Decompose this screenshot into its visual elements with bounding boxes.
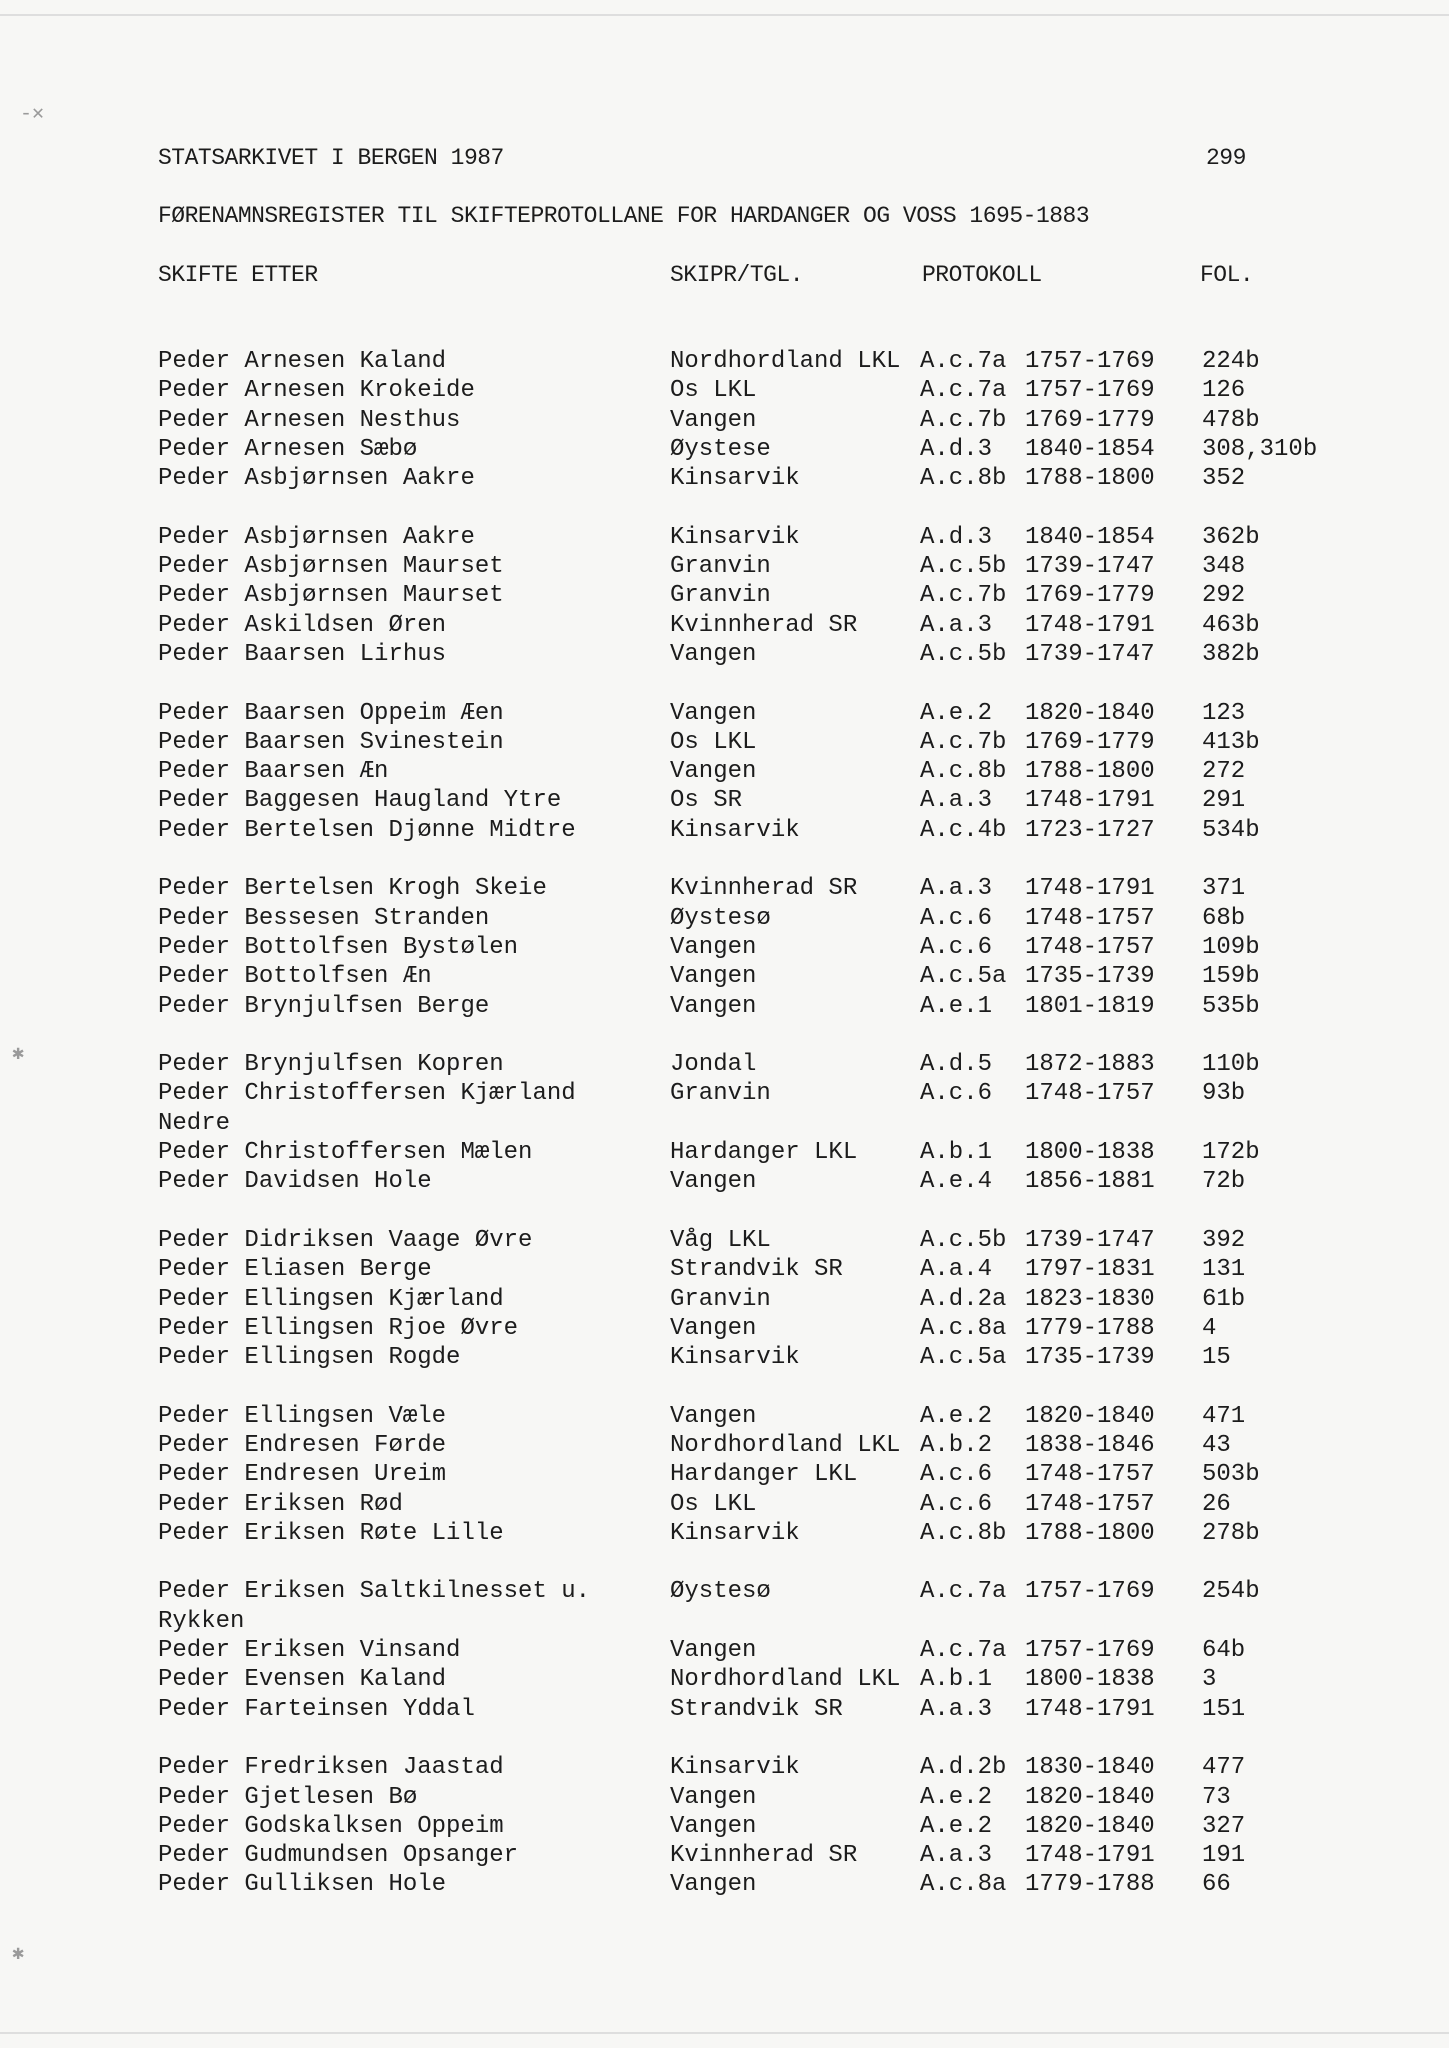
entry-name: Peder Brynjulfsen Berge xyxy=(158,992,490,1020)
entry-skipr: Os LKL xyxy=(670,728,757,756)
entry-skipr: Granvin xyxy=(670,1080,771,1108)
entry-skipr: Vangen xyxy=(670,1871,757,1899)
entry-protokoll: A.c.5b xyxy=(920,640,1007,668)
entry-name: Peder Eliasen Berge xyxy=(158,1256,432,1284)
register-row xyxy=(0,612,1449,641)
entry-protokoll: A.b.1 xyxy=(920,1139,993,1167)
entry-fol: 26 xyxy=(1202,1490,1231,1518)
entry-protokoll: A.c.5b xyxy=(920,1226,1007,1254)
entry-fol: 278b xyxy=(1202,1519,1260,1547)
entry-name: Peder Baarsen Svinestein xyxy=(158,728,504,756)
entry-protokoll: A.c.5a xyxy=(920,1344,1007,1372)
entry-name: Peder Ellingsen Væle xyxy=(158,1402,447,1430)
entry-skipr: Jondal xyxy=(670,1051,757,1079)
entry-protokoll: A.e.4 xyxy=(920,1168,993,1196)
entry-fol: 109b xyxy=(1202,933,1260,961)
entry-years: 1788-1800 xyxy=(1025,465,1155,493)
entry-fol: 471 xyxy=(1202,1402,1246,1430)
entry-skipr: Vangen xyxy=(670,1637,757,1665)
entry-name: Rykken xyxy=(158,1607,245,1635)
entry-fol: 61b xyxy=(1202,1285,1246,1313)
entry-years: 1769-1779 xyxy=(1025,582,1155,610)
entry-years: 1748-1791 xyxy=(1025,611,1155,639)
entry-name: Peder Eriksen Vinsand xyxy=(158,1637,461,1665)
entry-skipr: Vangen xyxy=(670,1402,757,1430)
entry-years: 1723-1727 xyxy=(1025,816,1155,844)
entry-skipr: Kinsarvik xyxy=(670,523,800,551)
entry-years: 1801-1819 xyxy=(1025,992,1155,1020)
entry-protokoll: A.a.4 xyxy=(920,1256,993,1284)
scan-mark: -✕ xyxy=(20,103,45,126)
entry-name: Peder Eriksen Røte Lille xyxy=(158,1519,504,1547)
entry-years: 1820-1840 xyxy=(1025,1812,1155,1840)
entry-name: Peder Asbjørnsen Maurset xyxy=(158,553,504,581)
entry-protokoll: A.c.6 xyxy=(920,1461,993,1489)
entry-years: 1779-1788 xyxy=(1025,1871,1155,1899)
entry-protokoll: A.c.7a xyxy=(920,1578,1007,1606)
entry-protokoll: A.e.2 xyxy=(920,1783,993,1811)
entry-name: Peder Gjetlesen Bø xyxy=(158,1783,418,1811)
register-row xyxy=(0,787,1449,816)
entry-fol: 477 xyxy=(1202,1754,1246,1782)
entry-name: Peder Davidsen Hole xyxy=(158,1168,432,1196)
entry-years: 1735-1739 xyxy=(1025,1344,1155,1372)
entry-name: Peder Bottolfsen Bystølen xyxy=(158,933,519,961)
entry-protokoll: A.d.3 xyxy=(920,523,993,551)
entry-skipr: Våg LKL xyxy=(670,1226,771,1254)
entry-name: Nedre xyxy=(158,1109,231,1137)
register-row xyxy=(0,700,1449,729)
entry-skipr: Vangen xyxy=(670,1812,757,1840)
register-row xyxy=(0,1578,1449,1607)
entry-name: Peder Asbjørnsen Aakre xyxy=(158,523,475,551)
entry-years: 1820-1840 xyxy=(1025,1783,1155,1811)
entry-fol: 93b xyxy=(1202,1080,1246,1108)
entry-years: 1788-1800 xyxy=(1025,1519,1155,1547)
entry-name: Peder Bertelsen Krogh Skeie xyxy=(158,875,547,903)
entry-skipr: Kvinnherad SR xyxy=(670,875,858,903)
entry-skipr: Nordhordland LKL xyxy=(670,1431,901,1459)
entry-protokoll: A.c.6 xyxy=(920,1490,993,1518)
entry-protokoll: A.c.7a xyxy=(920,348,1007,375)
entry-skipr: Granvin xyxy=(670,582,771,610)
entry-skipr: Hardanger LKL xyxy=(670,1139,858,1167)
entry-name: Peder Baarsen Oppeim Æen xyxy=(158,699,504,727)
entry-name: Peder Gudmundsen Opsanger xyxy=(158,1842,519,1870)
entry-skipr: Strandvik SR xyxy=(670,1695,843,1723)
register-row xyxy=(0,1813,1449,1842)
entry-protokoll: A.c.7a xyxy=(920,377,1007,405)
entry-skipr: Strandvik SR xyxy=(670,1256,843,1284)
entry-fol: 327 xyxy=(1202,1812,1246,1840)
entry-years: 1748-1757 xyxy=(1025,933,1155,961)
register-row xyxy=(0,1168,1449,1197)
entry-years: 1800-1838 xyxy=(1025,1139,1155,1167)
entry-skipr: Os LKL xyxy=(670,1490,757,1518)
entry-years: 1757-1769 xyxy=(1025,348,1155,375)
register-row xyxy=(0,377,1449,406)
column-header-protokoll: PROTOKOLL xyxy=(922,262,1042,288)
entry-protokoll: A.e.2 xyxy=(920,1402,993,1430)
entry-years: 1748-1791 xyxy=(1025,875,1155,903)
entry-name: Peder Bessesen Stranden xyxy=(158,904,490,932)
entry-fol: 352 xyxy=(1202,465,1246,493)
entry-years: 1748-1757 xyxy=(1025,904,1155,932)
entry-protokoll: A.c.4b xyxy=(920,816,1007,844)
entry-fol: 64b xyxy=(1202,1637,1246,1665)
entry-years: 1757-1769 xyxy=(1025,377,1155,405)
entry-skipr: Kinsarvik xyxy=(670,1519,800,1547)
register-row xyxy=(0,1256,1449,1285)
entry-protokoll: A.e.2 xyxy=(920,1812,993,1840)
register-row xyxy=(0,1461,1449,1490)
entry-skipr: Vangen xyxy=(670,963,757,991)
entry-name: Peder Arnesen Kaland xyxy=(158,348,447,375)
entry-skipr: Øystesø xyxy=(670,904,771,932)
entry-protokoll: A.c.7b xyxy=(920,728,1007,756)
entry-years: 1739-1747 xyxy=(1025,553,1155,581)
entry-name: Peder Gulliksen Hole xyxy=(158,1871,447,1899)
entry-fol: 371 xyxy=(1202,875,1246,903)
register-row xyxy=(0,1051,1449,1080)
register-row xyxy=(0,1754,1449,1783)
entry-years: 1840-1854 xyxy=(1025,435,1155,463)
entry-skipr: Kinsarvik xyxy=(670,465,800,493)
entry-name: Peder Ellingsen Kjærland xyxy=(158,1285,504,1313)
entry-fol: 68b xyxy=(1202,904,1246,932)
entry-fol: 15 xyxy=(1202,1344,1231,1372)
register-row xyxy=(0,553,1449,582)
entry-name: Peder Christoffersen Mælen xyxy=(158,1139,533,1167)
entry-name: Peder Fredriksen Jaastad xyxy=(158,1754,504,1782)
entry-fol: 534b xyxy=(1202,816,1260,844)
register-row xyxy=(0,1227,1449,1256)
entry-skipr: Os LKL xyxy=(670,377,757,405)
entry-skipr: Vangen xyxy=(670,992,757,1020)
entry-fol: 123 xyxy=(1202,699,1246,727)
entry-years: 1757-1769 xyxy=(1025,1637,1155,1665)
entry-years: 1830-1840 xyxy=(1025,1754,1155,1782)
entry-protokoll: A.a.3 xyxy=(920,787,993,815)
page-number: 299 xyxy=(1206,145,1246,171)
entry-fol: 4 xyxy=(1202,1314,1217,1342)
entry-fol: 291 xyxy=(1202,787,1246,815)
entry-fol: 348 xyxy=(1202,553,1246,581)
register-row xyxy=(0,1139,1449,1168)
register-row xyxy=(0,465,1449,494)
register-row xyxy=(0,1842,1449,1871)
register-row xyxy=(0,963,1449,992)
entry-fol: 172b xyxy=(1202,1139,1260,1167)
entry-skipr: Nordhordland LKL xyxy=(670,1666,901,1694)
entry-skipr: Granvin xyxy=(670,1285,771,1313)
entry-fol: 43 xyxy=(1202,1431,1231,1459)
entry-protokoll: A.b.2 xyxy=(920,1431,993,1459)
entry-skipr: Vangen xyxy=(670,758,757,786)
entry-name: Peder Arnesen Sæbø xyxy=(158,435,418,463)
entry-protokoll: A.d.2b xyxy=(920,1754,1007,1782)
entry-name: Peder Bottolfsen Æn xyxy=(158,963,432,991)
entry-fol: 72b xyxy=(1202,1168,1246,1196)
entry-years: 1748-1791 xyxy=(1025,1695,1155,1723)
entry-fol: 224b xyxy=(1202,348,1260,375)
entry-name: Peder Baggesen Haugland Ytre xyxy=(158,787,562,815)
entry-protokoll: A.d.5 xyxy=(920,1051,993,1079)
entry-fol: 66 xyxy=(1202,1871,1231,1899)
entry-years: 1856-1881 xyxy=(1025,1168,1155,1196)
entry-years: 1823-1830 xyxy=(1025,1285,1155,1313)
entry-skipr: Vangen xyxy=(670,1168,757,1196)
entry-fol: 3 xyxy=(1202,1666,1217,1694)
entry-skipr: Vangen xyxy=(670,1783,757,1811)
entry-years: 1748-1757 xyxy=(1025,1080,1155,1108)
entry-name: Peder Arnesen Nesthus xyxy=(158,406,461,434)
entry-name: Peder Ellingsen Rjoe Øvre xyxy=(158,1314,519,1342)
entry-years: 1788-1800 xyxy=(1025,758,1155,786)
entry-years: 1820-1840 xyxy=(1025,1402,1155,1430)
entry-skipr: Øystesø xyxy=(670,1578,771,1606)
entry-fol: 503b xyxy=(1202,1461,1260,1489)
entry-skipr: Kinsarvik xyxy=(670,1344,800,1372)
entry-name: Peder Didriksen Vaage Øvre xyxy=(158,1226,533,1254)
entry-protokoll: A.c.7b xyxy=(920,406,1007,434)
scan-mark: ✱ xyxy=(12,1043,25,1066)
register-row xyxy=(0,1520,1449,1549)
entry-name: Peder Baarsen Æn xyxy=(158,758,389,786)
register-row xyxy=(0,1110,1449,1139)
entry-skipr: Vangen xyxy=(670,1314,757,1342)
register-row xyxy=(0,817,1449,846)
entry-years: 1872-1883 xyxy=(1025,1051,1155,1079)
entry-skipr: Hardanger LKL xyxy=(670,1461,858,1489)
register-row xyxy=(0,1608,1449,1637)
entry-fol: 308,310b xyxy=(1202,435,1318,463)
entry-protokoll: A.c.8b xyxy=(920,758,1007,786)
entry-years: 1739-1747 xyxy=(1025,640,1155,668)
entry-protokoll: A.c.8b xyxy=(920,465,1007,493)
entry-years: 1748-1791 xyxy=(1025,1842,1155,1870)
register-row xyxy=(0,1637,1449,1666)
entry-skipr: Kinsarvik xyxy=(670,816,800,844)
entry-protokoll: A.c.8b xyxy=(920,1519,1007,1547)
entry-skipr: Granvin xyxy=(670,553,771,581)
entry-years: 1757-1769 xyxy=(1025,1578,1155,1606)
entry-years: 1797-1831 xyxy=(1025,1256,1155,1284)
entry-protokoll: A.a.3 xyxy=(920,1842,993,1870)
entry-skipr: Vangen xyxy=(670,640,757,668)
entry-years: 1735-1739 xyxy=(1025,963,1155,991)
entry-fol: 392 xyxy=(1202,1226,1246,1254)
register-row xyxy=(0,993,1449,1022)
entry-protokoll: A.c.6 xyxy=(920,1080,993,1108)
entry-fol: 73 xyxy=(1202,1783,1231,1811)
entry-fol: 292 xyxy=(1202,582,1246,610)
register-row xyxy=(0,1403,1449,1432)
entry-years: 1779-1788 xyxy=(1025,1314,1155,1342)
entry-name: Peder Endresen Ureim xyxy=(158,1461,447,1489)
archive-header: STATSARKIVET I BERGEN 1987 xyxy=(158,145,504,171)
entry-skipr: Vangen xyxy=(670,933,757,961)
entry-skipr: Kvinnherad SR xyxy=(670,1842,858,1870)
column-header-name: SKIFTE ETTER xyxy=(158,262,318,288)
register-row xyxy=(0,641,1449,670)
register-row xyxy=(0,758,1449,787)
entry-protokoll: A.c.8a xyxy=(920,1314,1007,1342)
entry-fol: 131 xyxy=(1202,1256,1246,1284)
entry-protokoll: A.e.2 xyxy=(920,699,993,727)
entry-protokoll: A.e.1 xyxy=(920,992,993,1020)
entry-years: 1748-1757 xyxy=(1025,1490,1155,1518)
entry-protokoll: A.c.7b xyxy=(920,582,1007,610)
register-row xyxy=(0,582,1449,611)
register-row xyxy=(0,1344,1449,1373)
entry-years: 1838-1846 xyxy=(1025,1431,1155,1459)
register-row xyxy=(0,1784,1449,1813)
register-row xyxy=(0,1871,1449,1900)
register-row xyxy=(0,1286,1449,1315)
page-bottom-edge xyxy=(0,2032,1449,2034)
entry-protokoll: A.c.7a xyxy=(920,1637,1007,1665)
entry-fol: 535b xyxy=(1202,992,1260,1020)
register-row xyxy=(0,934,1449,963)
entry-fol: 110b xyxy=(1202,1051,1260,1079)
entry-protokoll: A.c.5a xyxy=(920,963,1007,991)
entry-name: Peder Endresen Førde xyxy=(158,1431,447,1459)
column-header-fol: FOL. xyxy=(1200,262,1254,288)
register-row xyxy=(0,1696,1449,1725)
entry-protokoll: A.b.1 xyxy=(920,1666,993,1694)
register-list xyxy=(0,348,1449,1901)
entry-protokoll: A.a.3 xyxy=(920,875,993,903)
entry-years: 1840-1854 xyxy=(1025,523,1155,551)
register-row xyxy=(0,436,1449,465)
entry-name: Peder Arnesen Krokeide xyxy=(158,377,475,405)
register-row xyxy=(0,905,1449,934)
register-row xyxy=(0,348,1449,377)
entry-fol: 272 xyxy=(1202,758,1246,786)
column-header-skipr: SKIPR/TGL. xyxy=(670,262,804,288)
entry-name: Peder Christoffersen Kjærland xyxy=(158,1080,576,1108)
entry-years: 1739-1747 xyxy=(1025,1226,1155,1254)
entry-name: Peder Bertelsen Djønne Midtre xyxy=(158,816,576,844)
register-row xyxy=(0,1432,1449,1461)
register-row xyxy=(0,1080,1449,1109)
entry-years: 1800-1838 xyxy=(1025,1666,1155,1694)
entry-protokoll: A.d.3 xyxy=(920,435,993,463)
entry-protokoll: A.c.6 xyxy=(920,904,993,932)
entry-fol: 478b xyxy=(1202,406,1260,434)
register-row xyxy=(0,1666,1449,1695)
entry-fol: 254b xyxy=(1202,1578,1260,1606)
entry-years: 1820-1840 xyxy=(1025,699,1155,727)
entry-fol: 413b xyxy=(1202,728,1260,756)
entry-fol: 191 xyxy=(1202,1842,1246,1870)
entry-years: 1769-1779 xyxy=(1025,406,1155,434)
entry-protokoll: A.c.5b xyxy=(920,553,1007,581)
entry-fol: 151 xyxy=(1202,1695,1246,1723)
page-top-edge xyxy=(0,14,1449,16)
entry-skipr: Kinsarvik xyxy=(670,1754,800,1782)
register-row xyxy=(0,1491,1449,1520)
entry-protokoll: A.c.6 xyxy=(920,933,993,961)
entry-name: Peder Baarsen Lirhus xyxy=(158,640,447,668)
entry-fol: 159b xyxy=(1202,963,1260,991)
entry-skipr: Øystese xyxy=(670,435,771,463)
entry-years: 1769-1779 xyxy=(1025,728,1155,756)
entry-years: 1748-1791 xyxy=(1025,787,1155,815)
entry-protokoll: A.d.2a xyxy=(920,1285,1007,1313)
entry-name: Peder Evensen Kaland xyxy=(158,1666,447,1694)
entry-fol: 126 xyxy=(1202,377,1246,405)
entry-name: Peder Asbjørnsen Maurset xyxy=(158,582,504,610)
entry-name: Peder Godskalksen Oppeim xyxy=(158,1812,504,1840)
entry-name: Peder Brynjulfsen Kopren xyxy=(158,1051,504,1079)
entry-protokoll: A.a.3 xyxy=(920,1695,993,1723)
entry-skipr: Os SR xyxy=(670,787,743,815)
entry-name: Peder Eriksen Saltkilnesset u. xyxy=(158,1578,591,1606)
register-row xyxy=(0,1315,1449,1344)
register-row xyxy=(0,875,1449,904)
scan-mark: ✱ xyxy=(12,1943,25,1966)
register-row xyxy=(0,729,1449,758)
entry-name: Peder Eriksen Rød xyxy=(158,1490,403,1518)
page-title: FØRENAMNSREGISTER TIL SKIFTEPROTOLLANE FOR HARDANGER OG VOSS 1695-1883 xyxy=(158,203,1090,229)
entry-skipr: Nordhordland LKL xyxy=(670,348,901,375)
register-row xyxy=(0,524,1449,553)
entry-protokoll: A.c.8a xyxy=(920,1871,1007,1899)
register-row xyxy=(0,407,1449,436)
entry-protokoll: A.a.3 xyxy=(920,611,993,639)
entry-name: Peder Farteinsen Yddal xyxy=(158,1695,475,1723)
entry-fol: 382b xyxy=(1202,640,1260,668)
entry-name: Peder Ellingsen Rogde xyxy=(158,1344,461,1372)
entry-name: Peder Asbjørnsen Aakre xyxy=(158,465,475,493)
entry-fol: 463b xyxy=(1202,611,1260,639)
entry-fol: 362b xyxy=(1202,523,1260,551)
entry-skipr: Kvinnherad SR xyxy=(670,611,858,639)
entry-skipr: Vangen xyxy=(670,406,757,434)
entry-name: Peder Askildsen Øren xyxy=(158,611,447,639)
entry-years: 1748-1757 xyxy=(1025,1461,1155,1489)
entry-skipr: Vangen xyxy=(670,699,757,727)
